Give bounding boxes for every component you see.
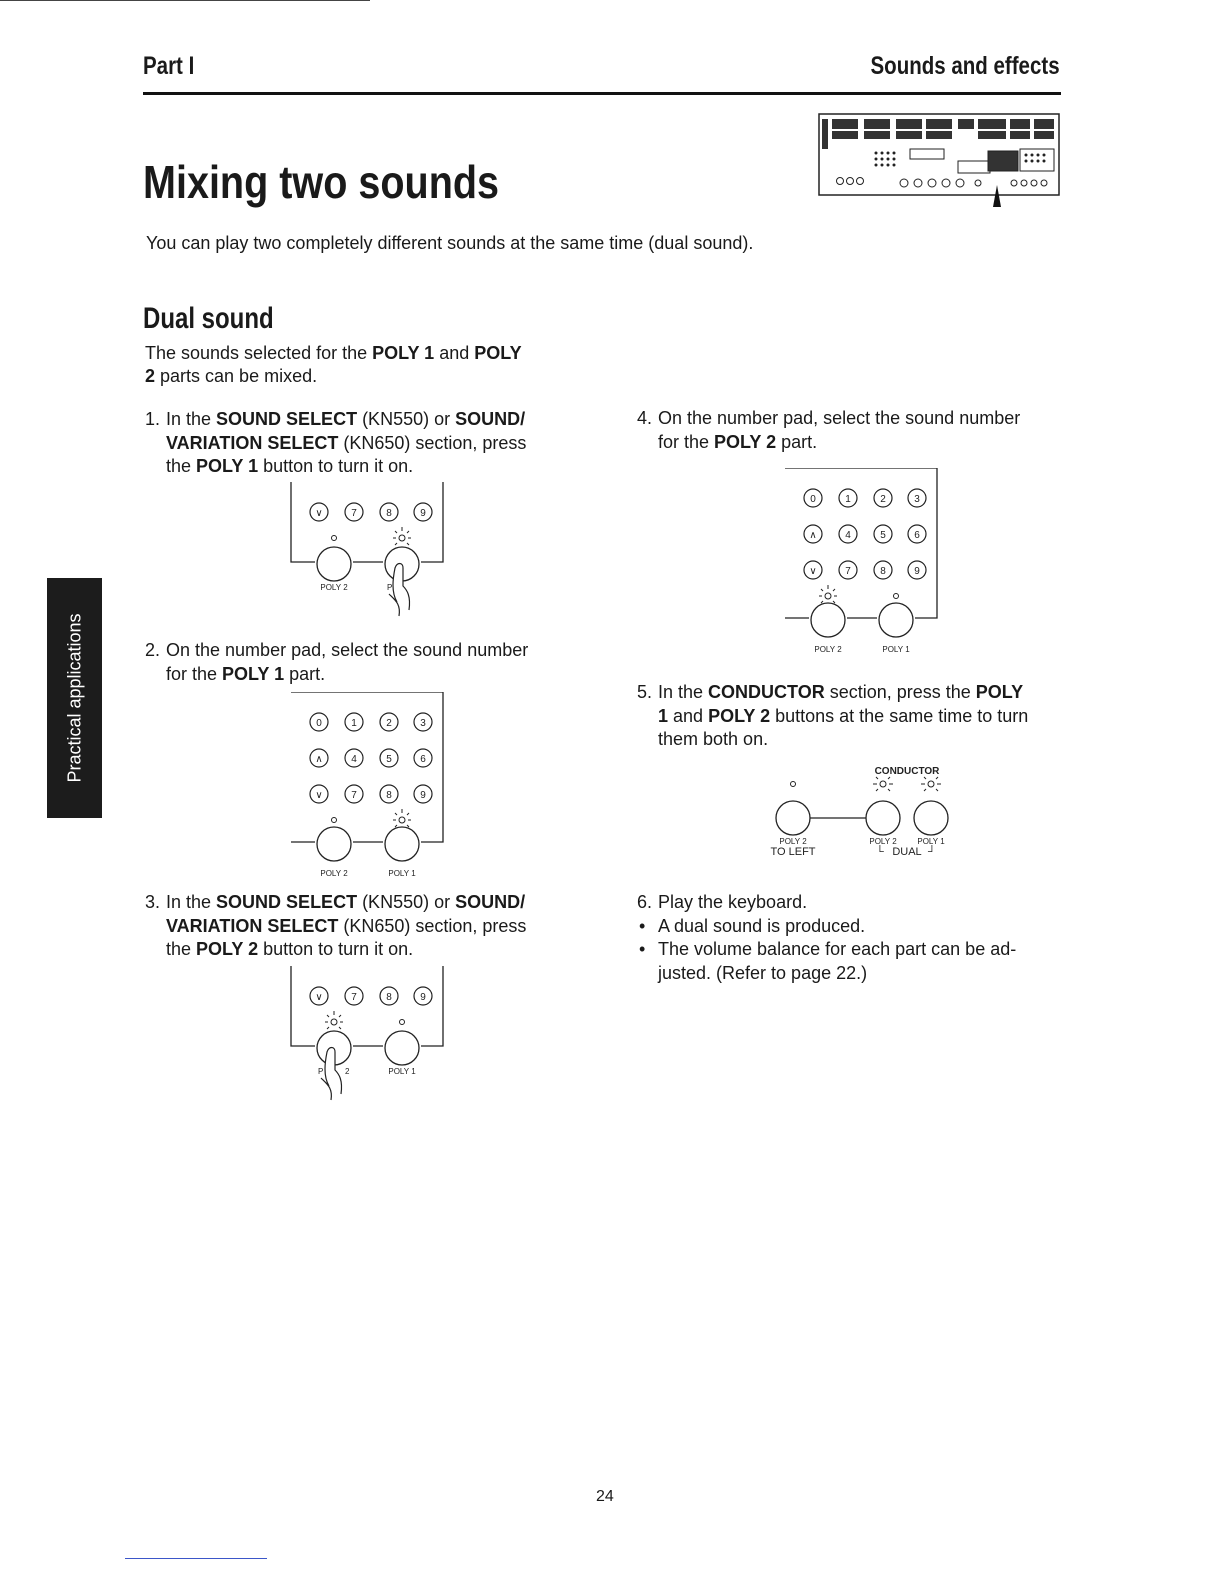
bullet-continuation: justed. (Refer to page 22.) (658, 962, 868, 983)
section-intro: The sounds selected for the POLY 1 and POLY 2 parts can be mixed. (145, 343, 522, 386)
header-rule (143, 92, 1061, 95)
side-tab: Practical applications (47, 578, 102, 818)
svg-text:∨: ∨ (809, 566, 817, 577)
svg-text:7: 7 (845, 566, 851, 577)
svg-text:P: P (387, 583, 393, 592)
svg-text:POLY 1: POLY 1 (917, 837, 945, 846)
part-label: Part I (143, 52, 195, 80)
step-1: 1. In the SOUND SELECT (KN550) or SOUND/ VARIATION SELECT (KN650) section, press the POLY 1 button to turn it on. (145, 409, 527, 476)
panel-thumbnail (818, 113, 1062, 208)
figure-number-pad-poly2 (779, 468, 944, 658)
svg-text:0: 0 (810, 494, 816, 505)
svg-text:8: 8 (386, 992, 392, 1003)
svg-text:5: 5 (386, 754, 392, 765)
svg-text:P: P (318, 1067, 324, 1076)
svg-text:∨: ∨ (315, 992, 323, 1003)
step-4: 4. On the number pad, select the sound number for the POLY 2 part. (637, 408, 1021, 452)
svg-text:POLY 1: POLY 1 (882, 645, 910, 654)
svg-text:POLY 2: POLY 2 (320, 869, 348, 878)
svg-text:1: 1 (351, 718, 357, 729)
svg-text:POLY 1: POLY 1 (388, 1067, 416, 1076)
figure-poly2-button (285, 966, 450, 1111)
figure-number-pad-poly1 (285, 692, 450, 882)
svg-text:9: 9 (914, 566, 920, 577)
figure-conductor-dual (765, 760, 965, 860)
intro-text: You can play two completely different sounds at the same time (dual sound). (146, 233, 754, 253)
svg-text:0: 0 (316, 718, 322, 729)
svg-text:POLY 2: POLY 2 (814, 645, 842, 654)
step-2: 2. On the number pad, select the sound number for the POLY 1 part. (145, 640, 529, 684)
figure-poly1-button (285, 482, 450, 627)
svg-text:9: 9 (420, 992, 426, 1003)
svg-text:1: 1 (845, 494, 851, 505)
svg-text:∧: ∧ (809, 530, 817, 541)
svg-text:2: 2 (880, 494, 886, 505)
svg-text:9: 9 (420, 790, 426, 801)
step-5: 5. In the CONDUCTOR section, press the POLY 1 and POLY 2 buttons at the same time to turn them both on. (637, 682, 1029, 749)
svg-text:DUAL: DUAL (892, 846, 922, 858)
svg-text:7: 7 (351, 790, 357, 801)
svg-text:POLY 2: POLY 2 (320, 583, 348, 592)
svg-text:7: 7 (351, 992, 357, 1003)
section-heading: Dual sound (143, 302, 274, 335)
svg-text:3: 3 (914, 494, 920, 505)
svg-text:6: 6 (914, 530, 920, 541)
chapter-title: Sounds and effects (870, 52, 1060, 80)
svg-text:6: 6 (420, 754, 426, 765)
svg-text:TO LEFT: TO LEFT (770, 846, 816, 858)
svg-text:∨: ∨ (315, 508, 323, 519)
svg-text:3: 3 (420, 718, 426, 729)
svg-text:2: 2 (345, 1067, 350, 1076)
svg-text:┘: ┘ (928, 846, 936, 858)
svg-text:POLY 2: POLY 2 (779, 837, 807, 846)
svg-text:4: 4 (845, 530, 851, 541)
step-3: 3. In the SOUND SELECT (KN550) or SOUND/ VARIATION SELECT (KN650) section, press the POLY 2 button to turn it on. (145, 892, 527, 959)
bullet-item: • The volume balance for each part can be ad- (637, 938, 1077, 962)
svg-text:2: 2 (386, 718, 392, 729)
svg-text:7: 7 (351, 508, 357, 519)
svg-text:5: 5 (880, 530, 886, 541)
svg-text:CONDUCTOR: CONDUCTOR (874, 766, 940, 777)
svg-text:POLY 2: POLY 2 (869, 837, 897, 846)
svg-text:└: └ (876, 846, 884, 858)
svg-text:POLY 1: POLY 1 (388, 869, 416, 878)
svg-text:8: 8 (386, 508, 392, 519)
page-title: Mixing two sounds (143, 156, 500, 208)
svg-text:∨: ∨ (315, 790, 323, 801)
svg-text:∧: ∧ (315, 754, 323, 765)
step-6: 6. Play the keyboard. • A dual sound is produced. • The volume balance for each part can be ad- justed. (Refer to page 22.) (637, 891, 1077, 985)
page-number: 24 (596, 1488, 614, 1505)
top-rule (0, 0, 370, 1)
svg-text:4: 4 (351, 754, 357, 765)
bullet-item: • A dual sound is produced. (637, 915, 1077, 939)
svg-text:9: 9 (420, 508, 426, 519)
svg-text:8: 8 (386, 790, 392, 801)
bottom-rule (125, 1558, 267, 1559)
svg-text:8: 8 (880, 566, 886, 577)
